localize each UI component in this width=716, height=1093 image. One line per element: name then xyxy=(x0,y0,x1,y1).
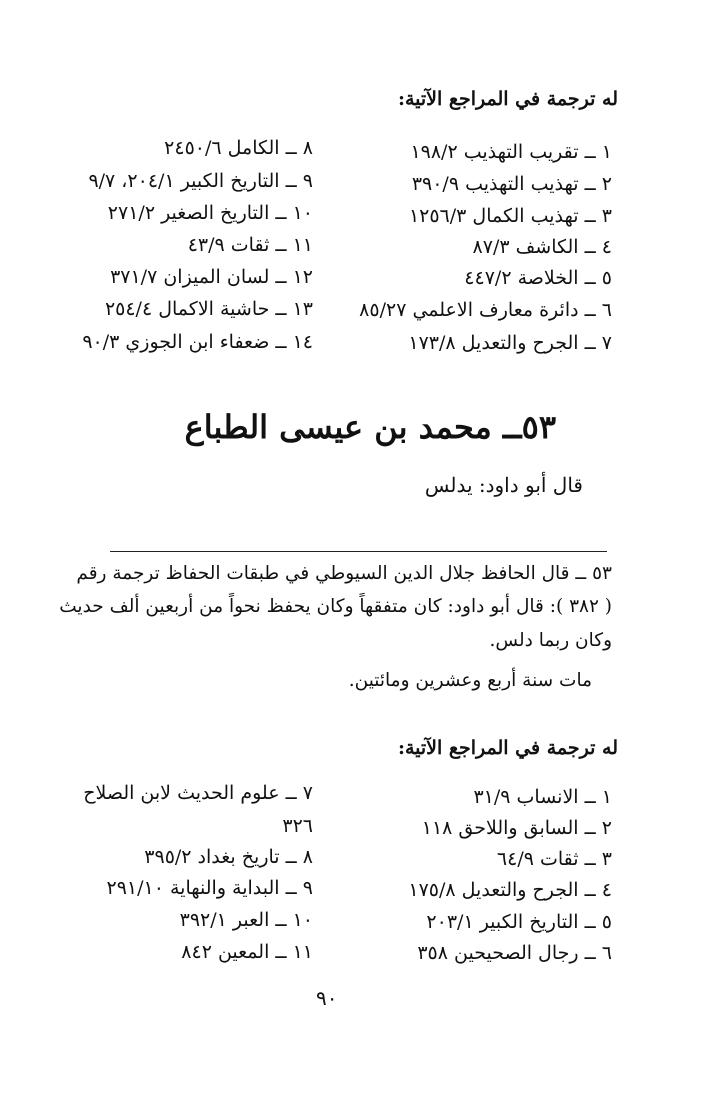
reference-item: ٢ ــ تهذيب التهذيب ٣٩٠/٩ xyxy=(411,173,612,195)
reference-item: ٥ ــ الخلاصة ٤٤٧/٢ xyxy=(464,267,612,289)
reference-item: ١٠ ــ التاريخ الصغير ٢٧١/٢ xyxy=(107,202,313,224)
reference-item: ٥ ــ التاريخ الكبير ٢٠٣/١ xyxy=(426,911,612,933)
reference-item: ٢ ــ السابق واللاحق ١١٨ xyxy=(421,817,612,839)
footnote-line: ( ٣٨٢ ): قال أبو داود: كان متفقهاً وكان يحفظ نحواً من أربعين ألف حديث xyxy=(59,596,612,617)
entry-title: ٥٣ــ محمد بن عيسى الطباع xyxy=(184,408,556,446)
reference-item: ١٤ ــ ضعفاء ابن الجوزي ٩٠/٣ xyxy=(82,331,313,353)
references-heading: له ترجمة في المراجع الآتية: xyxy=(397,737,618,759)
footnote-line: وكان ربما دلس. xyxy=(489,630,612,651)
reference-item: ٣٢٦ xyxy=(282,815,313,837)
reference-item: ٩ ــ التاريخ الكبير ٢٠٤/١، ٩/٧ xyxy=(88,170,313,192)
reference-item: ٨ ــ الكامل ٢٤٥٠/٦ xyxy=(164,137,313,159)
reference-item: ١ ــ تقريب التهذيب ١٩٨/٢ xyxy=(410,141,612,163)
reference-item: ٤ ــ الجرح والتعديل ١٧٥/٨ xyxy=(408,879,612,901)
reference-item: ٧ ــ الجرح والتعديل ١٧٣/٨ xyxy=(408,332,612,354)
entry-quote: قال أبو داود: يدلس xyxy=(424,473,583,497)
reference-item: ٧ ــ علوم الحديث لابن الصلاح xyxy=(83,782,313,804)
footnote-line: مات سنة أربع وعشرين ومائتين. xyxy=(348,670,592,691)
reference-item: ١١ ــ ثقات ٤٣/٩ xyxy=(187,234,313,256)
reference-item: ١١ ــ المعين ٨٤٢ xyxy=(181,941,313,963)
reference-item: ١٠ ــ العبر ٣٩٢/١ xyxy=(179,909,313,931)
references-heading: له ترجمة في المراجع الآتية: xyxy=(397,88,618,110)
reference-item: ٣ ــ ثقات ٦٤/٩ xyxy=(496,848,612,870)
footnote-line: ٥٣ ــ قال الحافظ جلال الدين السيوطي في طبقات الحفاظ ترجمة رقم xyxy=(76,563,612,584)
footnote-divider xyxy=(110,551,607,552)
reference-item: ٤ ــ الكاشف ٨٧/٣ xyxy=(472,236,612,258)
reference-item: ٨ ــ تاريخ بغداد ٣٩٥/٢ xyxy=(144,846,313,868)
reference-item: ٦ ــ رجال الصحيحين ٣٥٨ xyxy=(417,942,612,964)
reference-item: ٦ ــ دائرة معارف الاعلمي ٨٥/٢٧ xyxy=(359,299,612,321)
reference-item: ١٣ ــ حاشية الاكمال ٢٥٤/٤ xyxy=(104,298,313,320)
reference-item: ١ ــ الانساب ٣١/٩ xyxy=(473,786,612,808)
reference-item: ١٢ ــ لسان الميزان ٣٧١/٧ xyxy=(110,266,313,288)
reference-item: ٩ ــ البداية والنهاية ٢٩١/١٠ xyxy=(106,877,313,899)
reference-item: ٣ ــ تهذيب الكمال ١٢٥٦/٣ xyxy=(408,205,612,227)
page-number: ٩٠ xyxy=(316,986,338,1010)
